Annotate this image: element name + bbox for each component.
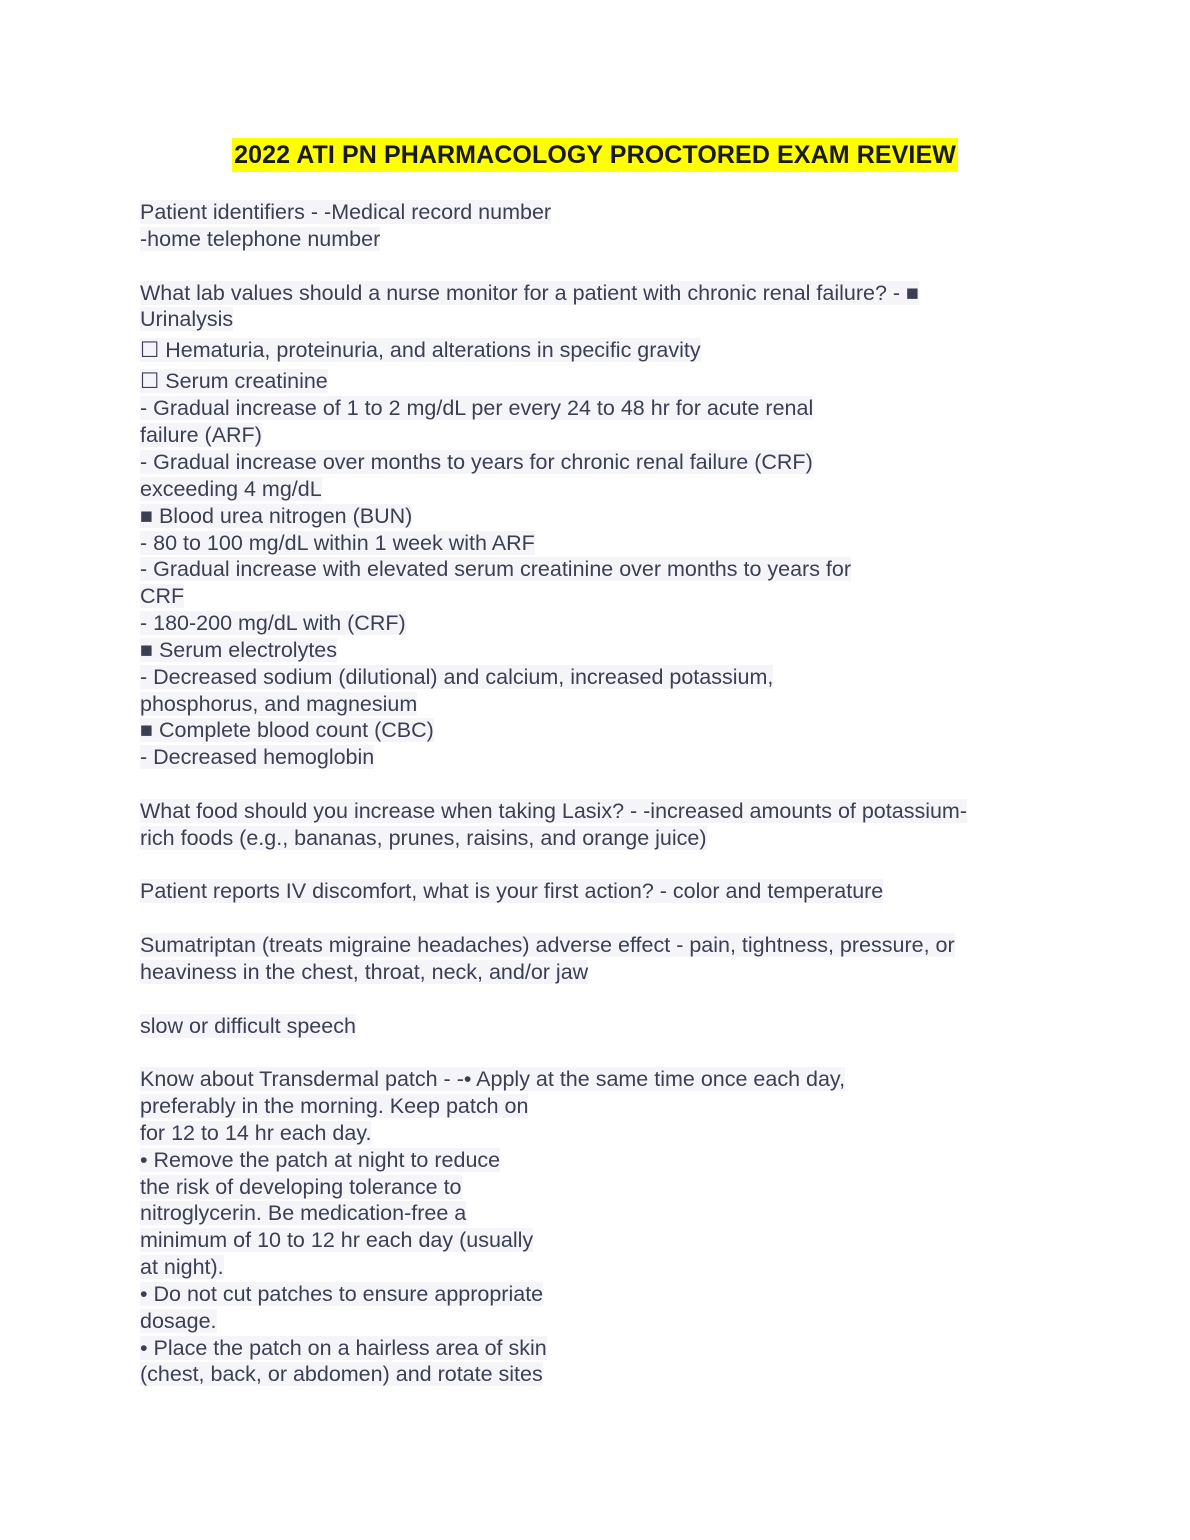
text-line: CRF bbox=[140, 584, 185, 608]
text-line: ☐ Serum creatinine bbox=[140, 369, 328, 393]
text-line: Patient reports IV discomfort, what is your first action? - color and temperature bbox=[140, 879, 884, 903]
text-line: Know about Transdermal patch - -• Apply at the same time once each day, bbox=[140, 1067, 846, 1091]
text-line: dosage. bbox=[140, 1309, 217, 1333]
page-title: 2022 ATI PN PHARMACOLOGY PROCTORED EXAM REVIEW bbox=[232, 138, 958, 172]
text-line: failure (ARF) bbox=[140, 423, 262, 447]
text-line: phosphorus, and magnesium bbox=[140, 692, 418, 716]
text-line: What food should you increase when taking Lasix? - -increased amounts of potassium- bbox=[140, 799, 967, 823]
text-line: - Decreased hemoglobin bbox=[140, 745, 375, 769]
text-line: - Gradual increase over months to years for chronic renal failure (CRF) bbox=[140, 450, 813, 474]
text-line: rich foods (e.g., bananas, prunes, raisins, and orange juice) bbox=[140, 826, 707, 850]
text-line: for 12 to 14 hr each day. bbox=[140, 1121, 372, 1145]
text-line: the risk of developing tolerance to bbox=[140, 1175, 462, 1199]
text-line: preferably in the morning. Keep patch on bbox=[140, 1094, 529, 1118]
text-line: nitroglycerin. Be medication-free a bbox=[140, 1201, 467, 1225]
text-line: ■ Complete blood count (CBC) bbox=[140, 718, 434, 742]
text-line: at night). bbox=[140, 1255, 224, 1279]
text-line: slow or difficult speech bbox=[140, 1014, 356, 1038]
text-line: -home telephone number bbox=[140, 227, 381, 251]
page-title-container bbox=[0, 138, 1190, 172]
text-line: exceeding 4 mg/dL bbox=[140, 477, 322, 501]
text-line: ■ Serum electrolytes bbox=[140, 638, 337, 662]
text-line: Sumatriptan (treats migraine headaches) adverse effect - pain, tightness, pressure, or bbox=[140, 933, 955, 957]
text-line: minimum of 10 to 12 hr each day (usually bbox=[140, 1228, 534, 1252]
text-line: What lab values should a nurse monitor for a patient with chronic renal failure? - ■ bbox=[140, 281, 920, 305]
text-line: - Gradual increase of 1 to 2 mg/dL per every 24 to 48 hr for acute renal bbox=[140, 396, 814, 420]
text-line: - Gradual increase with elevated serum creatinine over months to years for bbox=[140, 557, 852, 581]
text-line: • Remove the patch at night to reduce bbox=[140, 1148, 501, 1172]
text-line: heaviness in the chest, throat, neck, and/or jaw bbox=[140, 960, 589, 984]
text-line: - Decreased sodium (dilutional) and calcium, increased potassium, bbox=[140, 665, 774, 689]
text-line: Urinalysis bbox=[140, 307, 234, 331]
text-line: ■ Blood urea nitrogen (BUN) bbox=[140, 504, 413, 528]
text-line: • Place the patch on a hairless area of skin bbox=[140, 1336, 547, 1360]
text-line: (chest, back, or abdomen) and rotate sites bbox=[140, 1362, 543, 1386]
text-line: - 180-200 mg/dL with (CRF) bbox=[140, 611, 406, 635]
text-line: Patient identifiers - -Medical record number bbox=[140, 200, 552, 224]
text-line: • Do not cut patches to ensure appropriate bbox=[140, 1282, 544, 1306]
text-line: ☐ Hematuria, proteinuria, and alterations in specific gravity bbox=[140, 338, 701, 362]
text-line: - 80 to 100 mg/dL within 1 week with ARF bbox=[140, 531, 535, 555]
